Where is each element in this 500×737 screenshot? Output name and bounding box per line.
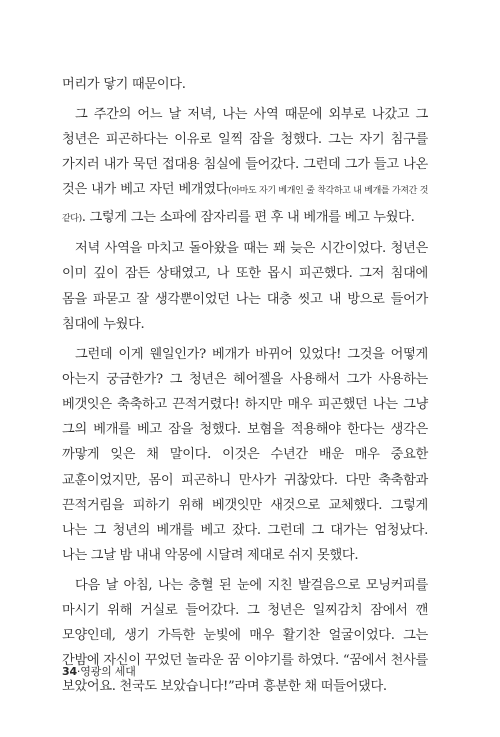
paragraph-5: 다음 날 아침, 나는 충혈 된 눈에 지친 발걸음으로 모닝커피를 마시기 위해 거실로 들어갔다. 그 청년은 일찌감치 잠에서 깬 모양인데, 생기 가득한 눈빛에 매우 활기찬 얼굴이었다. 그는 간밤에 자신이 꾸었던 놀라운 꿈 이야기를 하였다. “꿈에서 천사를 보았어요. 천국도 보았습니다!”라며 흥분한 채 떠들어댔다. bbox=[62, 577, 428, 694]
footer-separator: · bbox=[76, 665, 81, 678]
paragraph-4: 그런데 이게 웬일인가? 베개가 바뀌어 있었다! 그것을 어떻게 아는지 궁금한가? 그 청년은 헤어젤을 사용해서 그가 사용하는 베갯잇은 축축하고 끈적거렸다! 하지만 매우 피곤했던 나는 그냥 그의 베개를 베고 잠을 청했다. 보혐을 적용해야 한다는 생각은 까맣게 잊은 채 말이다. 이것은 수년간 배운 매우 중요한 교훈이었지만, 몸이 피곤하니 만사가 귀찮았다. 다만 축축함과 끈적거림을 피하기 위해 베갯잇만 새것으로 교체했다. 그렇게 나는 그 청년의 베개를 베고 잤다. 그런데 그 대가는 엄청났다. 나는 그날 밤 내내 악몽에 시달려 제대로 쉬지 못했다. bbox=[62, 346, 428, 564]
book-title: 영광의 세대 bbox=[80, 665, 136, 678]
paragraph-2 bbox=[62, 102, 428, 232]
page-body bbox=[62, 72, 428, 699]
paragraph-2-text: 그 주간의 어느 날 저녁, 나는 사역 때문에 외부로 나갔고 그 청년은 피곤하다는 이유로 일찍 잠을 청했다. 그는 자기 침구를 가지러 내가 묵던 접대용 침실에 들어갔다. 그런데 그가 들고 나온 것은 내가 베고 자던 베개였다 bbox=[62, 106, 428, 198]
inline-note: (아마도 자기 베개인 줄 착각하고 내 베개를 가져간 것 같다) bbox=[62, 186, 428, 224]
paragraph-1: 머리가 닿기 때문이다. bbox=[62, 77, 186, 92]
paragraph-2-continuation: . 그렇게 그는 소파에 잠자리를 편 후 내 베개를 베고 누웠다. bbox=[81, 209, 415, 225]
page-number: 34 bbox=[62, 665, 77, 678]
paragraph-3: 저녁 사역을 마치고 돌아왔을 때는 꽤 늦은 시간이었다. 청년은 이미 깊이 잠든 상태였고, 나 또한 몹시 피곤했다. 그저 침대에 몸을 파묻고 잘 생각뿐이었던 나는 대충 씻고 내 방으로 들어가 침대에 누웠다. bbox=[62, 241, 428, 332]
page-footer bbox=[62, 663, 136, 679]
